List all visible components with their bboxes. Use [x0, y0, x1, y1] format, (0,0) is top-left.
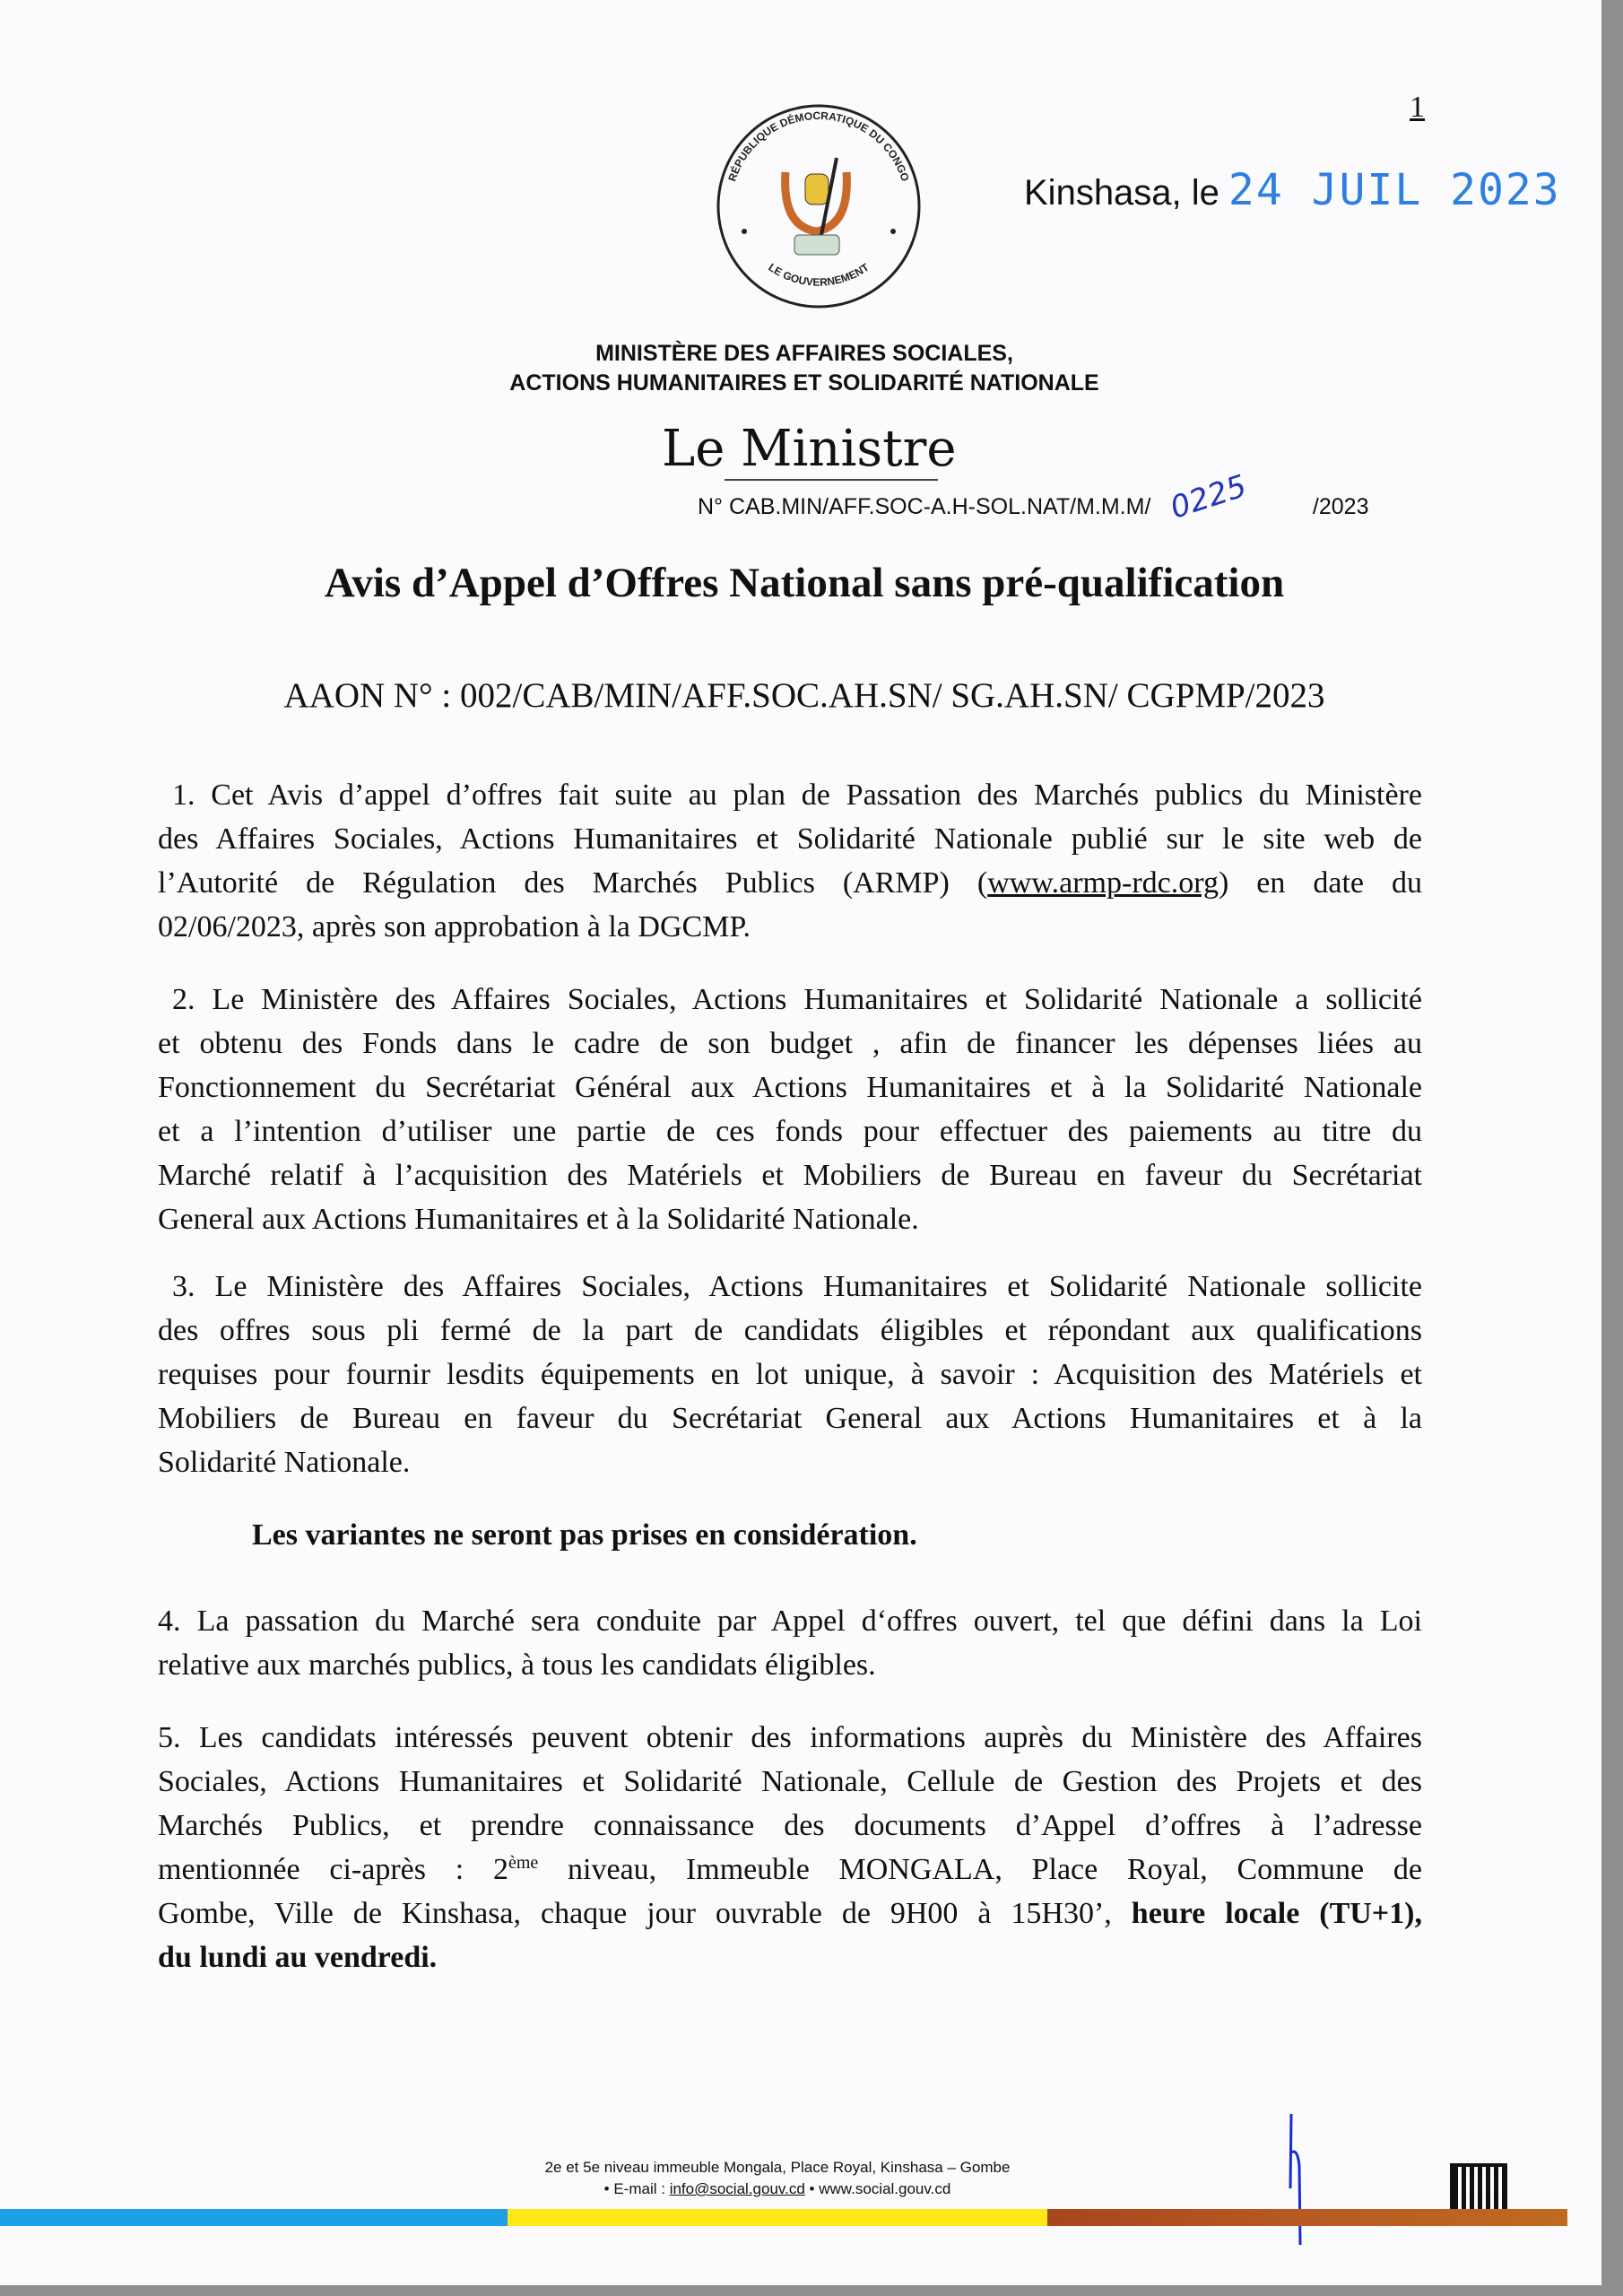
text-line: 4. La passation du Marché sera conduite par Appel d‘offres ouvert, tel que défini dans la Loi [158, 1605, 1422, 1638]
reference-suffix: /2023 [1312, 494, 1369, 519]
text-segment: ) en date du [1218, 866, 1422, 900]
paragraph-3 [158, 1265, 1422, 1484]
bold-segment: heure locale (TU+1), [1131, 1897, 1422, 1930]
text-line: 5. Les candidats intéressés peuvent obtenir des informations auprès du Ministère des Affaires [158, 1721, 1422, 1754]
flag-stripe-brown [1047, 2209, 1567, 2226]
paragraph-1 [158, 773, 1422, 949]
text-line: 1. Cet Avis d’appel d’offres fait suite au plan de Passation des Marchés publics du Ministère [172, 778, 1422, 812]
text-line [158, 861, 1422, 905]
text-line: des Affaires Sociales, Actions Humanitaires et Solidarité Nationale publié sur le site web de [158, 822, 1422, 856]
variants-note: Les variantes ne seront pas prises en considération. [252, 1518, 917, 1552]
text-line: 2. Le Ministère des Affaires Sociales, Actions Humanitaires et Solidarité Nationale a sollicité [172, 983, 1422, 1016]
date-stamp: 24 JUIL 2023 [1228, 165, 1561, 215]
text-line: et a l’intention d’utiliser une partie de ces fonds pour effectuer des paiements au titre du [158, 1115, 1422, 1148]
text-line: des offres sous pli fermé de la part de candidats éligibles et répondant aux qualifications [158, 1314, 1422, 1347]
text-line: Solidarité Nationale. [158, 1446, 411, 1479]
ministry-heading [0, 339, 1609, 398]
government-seal-logo [716, 100, 922, 312]
text-segment: Gombe, Ville de Kinshasa, chaque jour ouvrable de 9H00 à 15H30’, [158, 1897, 1132, 1930]
text-line: Marché relatif à l’acquisition des Matériels et Mobiliers de Bureau en faveur du Secrétariat [158, 1159, 1422, 1192]
ministre-heading: Le Ministre [662, 420, 957, 478]
seal-bottom-text: LE GOUVERNEMENT [766, 260, 872, 289]
text-segment: mentionnée ci-après : 2 [158, 1853, 508, 1886]
footer-address-line: 2e et 5e niveau immeuble Mongala, Place Royal, Kinshasa – Gombe [544, 2159, 1011, 2176]
date-prefix: Kinshasa, le [1024, 173, 1219, 213]
ministry-line-2: ACTIONS HUMANITAIRES ET SOLIDARITÉ NATIONALE [509, 370, 1099, 396]
superscript: ème [508, 1853, 539, 1873]
date-line [1024, 163, 1561, 220]
text-line: relative aux marchés publics, à tous les candidats éligibles. [158, 1648, 876, 1682]
handwritten-number: 0225 [1166, 468, 1252, 526]
reference-prefix: N° CAB.MIN/AFF.SOC-A.H-SOL.NAT/M.M.M/ [698, 494, 1151, 519]
paragraph-4 [158, 1599, 1422, 1687]
seal-star-icon [742, 229, 747, 234]
armp-link[interactable]: www.armp-rdc.org [987, 866, 1219, 900]
text-segment: niveau, Immeuble MONGALA, Place Royal, Commune de [538, 1853, 1422, 1886]
flag-stripe-yellow [508, 2209, 1047, 2226]
seal-top-text: RÉPUBLIQUE DÉMOCRATIQUE DU CONGO [725, 109, 912, 183]
seal-star-icon [890, 229, 896, 234]
reference-number [698, 468, 1369, 526]
aaon-number: AAON N° : 002/CAB/MIN/AFF.SOC.AH.SN/ SG.AH.SN/ CGPMP/2023 [283, 676, 1325, 715]
paragraph-2 [158, 978, 1422, 1241]
ministry-line-1: MINISTÈRE DES AFFAIRES SOCIALES, [595, 341, 1013, 366]
text-line: du lundi au vendredi. [158, 1941, 438, 1974]
paragraph-5 [158, 1716, 1422, 1979]
page-number: 1 [1410, 91, 1425, 124]
flag-stripe-blue [0, 2209, 508, 2226]
ministre-underline [725, 479, 938, 481]
text-line [158, 1892, 1422, 1935]
text-line [158, 1848, 1422, 1892]
footer-contact-line [0, 2179, 1555, 2200]
text-line: Fonctionnement du Secrétariat Général aux Actions Humanitaires et à la Solidarité Nationale [158, 1071, 1422, 1104]
website-link[interactable]: • www.social.gouv.cd [804, 2180, 951, 2197]
text-line: 3. Le Ministère des Affaires Sociales, Actions Humanitaires et Solidarité Nationale sollicite [172, 1270, 1422, 1303]
text-line: 02/06/2023, après son approbation à la DGCMP. [158, 910, 751, 944]
text-line: Sociales, Actions Humanitaires et Solidarité Nationale, Cellule de Gestion des Projets et des [158, 1765, 1422, 1798]
footer-address [0, 2157, 1555, 2200]
email-label: • E-mail : [603, 2180, 670, 2197]
text-line: et obtenu des Fonds dans le cadre de son budget , afin de financer les dépenses liées au [158, 1027, 1422, 1060]
svg-text:LE GOUVERNEMENT [766, 260, 872, 288]
text-line: Marchés Publics, et prendre connaissance des documents d’Appel d’offres à l’adresse [158, 1809, 1422, 1842]
text-line: requises pour fournir lesdits équipements en lot unique, à savoir : Acquisition des Matériels et [158, 1358, 1422, 1391]
text-line: General aux Actions Humanitaires et à la Solidarité Nationale. [158, 1203, 919, 1236]
email-link[interactable]: info@social.gouv.cd [669, 2180, 805, 2197]
text-segment: l’Autorité de Régulation des Marchés Publics (ARMP) ( [158, 866, 988, 900]
text-line: Mobiliers de Bureau en faveur du Secrétariat General aux Actions Humanitaires et à la [158, 1402, 1422, 1435]
document-title: Avis d’Appel d’Offres National sans pré-qualification [324, 560, 1285, 606]
svg-text:RÉPUBLIQUE DÉMOCRATIQUE DU CON [725, 109, 911, 183]
